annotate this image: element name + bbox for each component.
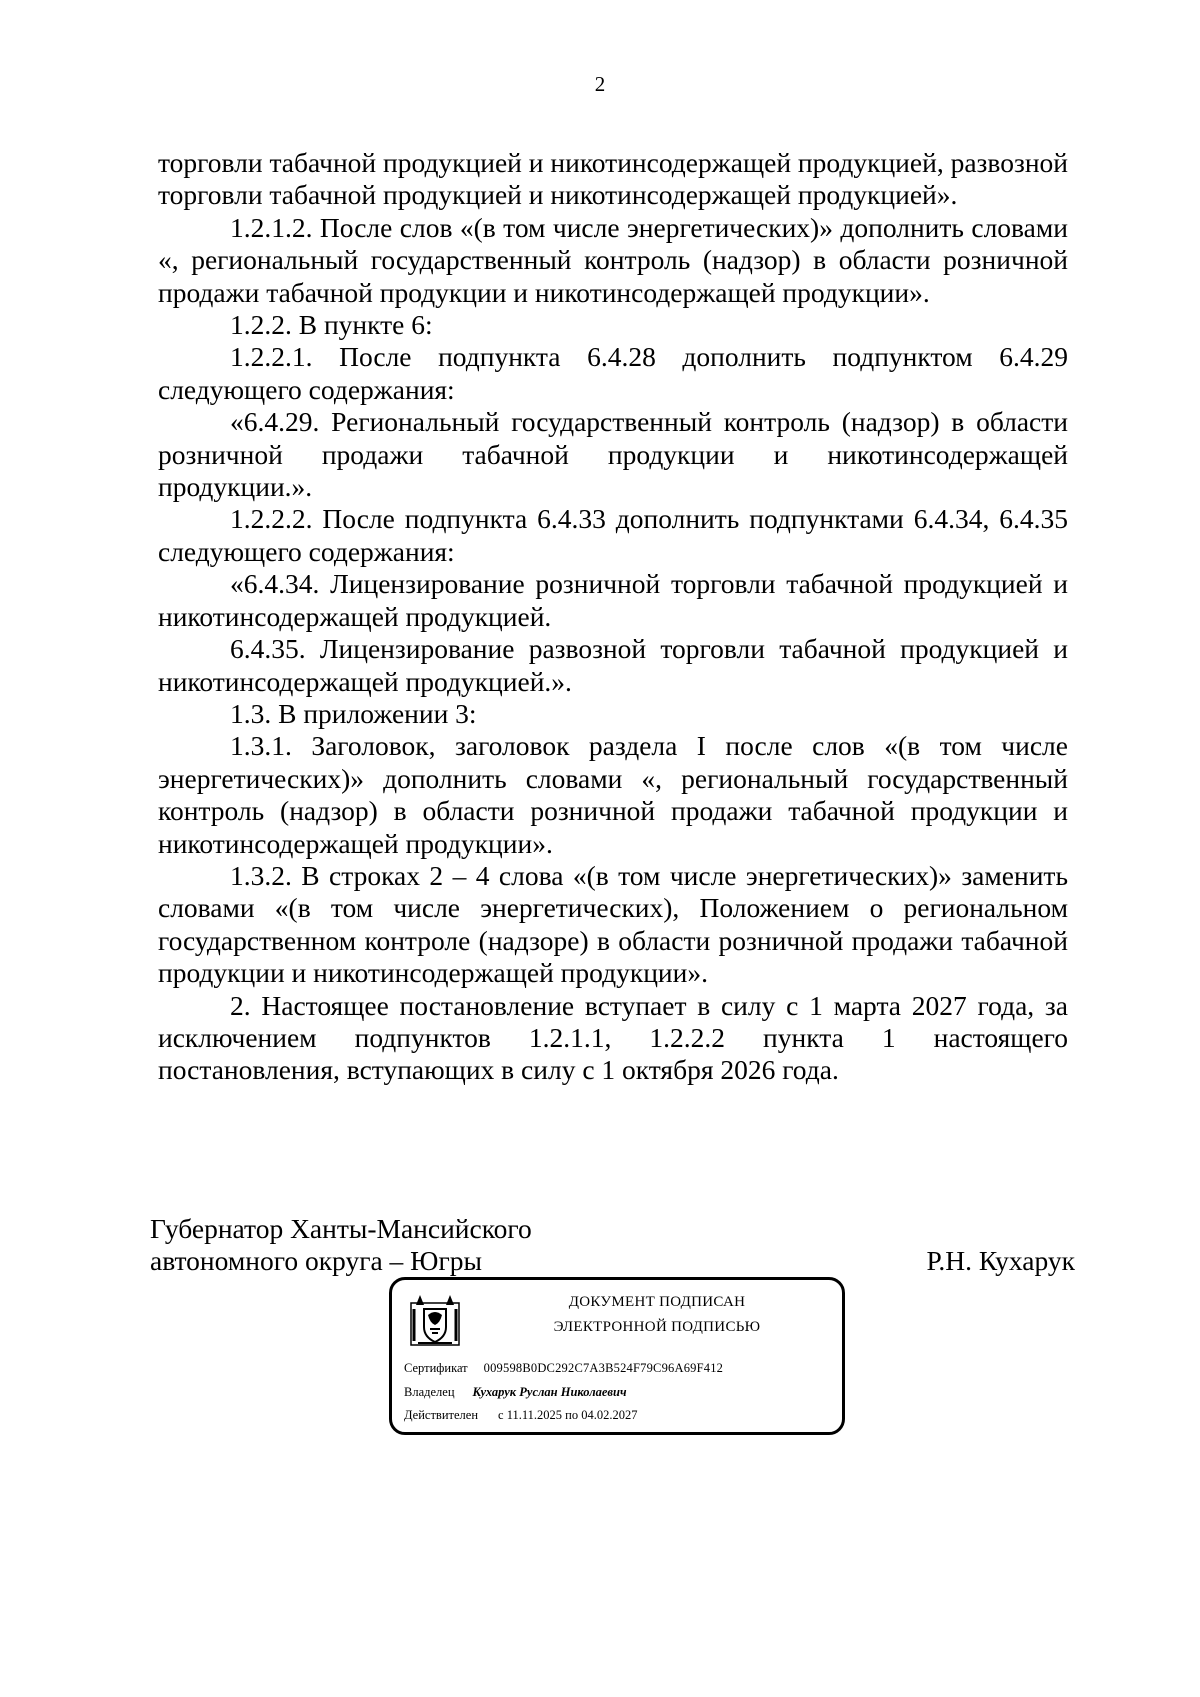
signature-block: [150, 1213, 1075, 1277]
signatory-name: Р.Н. Кухарук: [926, 1245, 1075, 1276]
paragraph: 1.2.1.2. После слов «(в том числе энергетических)» дополнить словами «, региональный государственный контроль (надзор) в области розничной продажи табачной продукции и никотинсодержащей продукции».: [158, 211, 1068, 308]
paragraph: 1.3. В приложении 3:: [230, 697, 477, 729]
page-number: 2: [594, 72, 606, 96]
owner-label: Владелец: [404, 1385, 455, 1399]
paragraph: 1.2.2. В пункте 6:: [230, 309, 433, 341]
signatory-title-line1: Губернатор Ханты-Мансийского: [150, 1213, 532, 1244]
stamp-validity-row: [404, 1408, 637, 1423]
electronic-signature-stamp: [389, 1277, 845, 1435]
validity-value: с 11.11.2025 по 04.02.2027: [498, 1408, 638, 1422]
certificate-label: Сертификат: [404, 1361, 468, 1375]
coat-of-arms-icon: [410, 1293, 460, 1347]
signatory-title-line2: автономного округа – Югры: [150, 1245, 482, 1276]
paragraph: торговли табачной продукцией и никотинсодержащей продукцией, развозной торговли табачной продукцией и никотинсодержащей продукцией».: [158, 147, 1068, 211]
paragraph: 1.2.2.1. После подпункта 6.4.28 дополнить подпунктом 6.4.29 следующего содержания:: [158, 341, 1068, 405]
certificate-value: 009598B0DC292C7A3B524F79C96A69F412: [483, 1361, 724, 1375]
document-body: [158, 147, 1068, 1087]
paragraph: «6.4.29. Региональный государственный контроль (надзор) в области розничной продажи табачной продукции и никотинсодержащей продукции.».: [158, 406, 1068, 503]
stamp-owner-row: [404, 1385, 627, 1400]
stamp-certificate-row: [404, 1361, 723, 1376]
stamp-heading: ДОКУМЕНТ ПОДПИСАН: [568, 1294, 746, 1310]
paragraph: 1.3.1. Заголовок, заголовок раздела I после слов «(в том числе энергетических)» дополнить словами «, региональный государственный контроль (надзор) в области розничной продажи табачной продукции и никотинсодержащей продукции».: [158, 730, 1068, 859]
owner-value: Кухарук Руслан Николаевич: [472, 1385, 627, 1399]
paragraph: 2. Настоящее постановление вступает в силу с 1 марта 2027 года, за исключением подпунктов 1.2.1.1, 1.2.2.2 пункта 1 настоящего постановления, вступающих в силу с 1 октября 2026 года.: [158, 989, 1068, 1086]
paragraph: 6.4.35. Лицензирование развозной торговли табачной продукцией и никотинсодержащей продукцией.».: [158, 633, 1068, 697]
paragraph: «6.4.34. Лицензирование розничной торговли табачной продукцией и никотинсодержащей продукцией.: [158, 568, 1068, 632]
paragraph: 1.2.2.2. После подпункта 6.4.33 дополнить подпунктами 6.4.34, 6.4.35 следующего содержания:: [158, 503, 1068, 567]
stamp-heading: ЭЛЕКТРОННОЙ ПОДПИСЬЮ: [553, 1319, 761, 1335]
validity-label: Действителен: [404, 1408, 479, 1422]
paragraph: 1.3.2. В строках 2 – 4 слова «(в том числе энергетических)» заменить словами «(в том числе энергетических), Положением о региональном государственном контроле (надзоре) в области розничной продажи табачной продукции и никотинсодержащей продукции».: [158, 859, 1068, 989]
